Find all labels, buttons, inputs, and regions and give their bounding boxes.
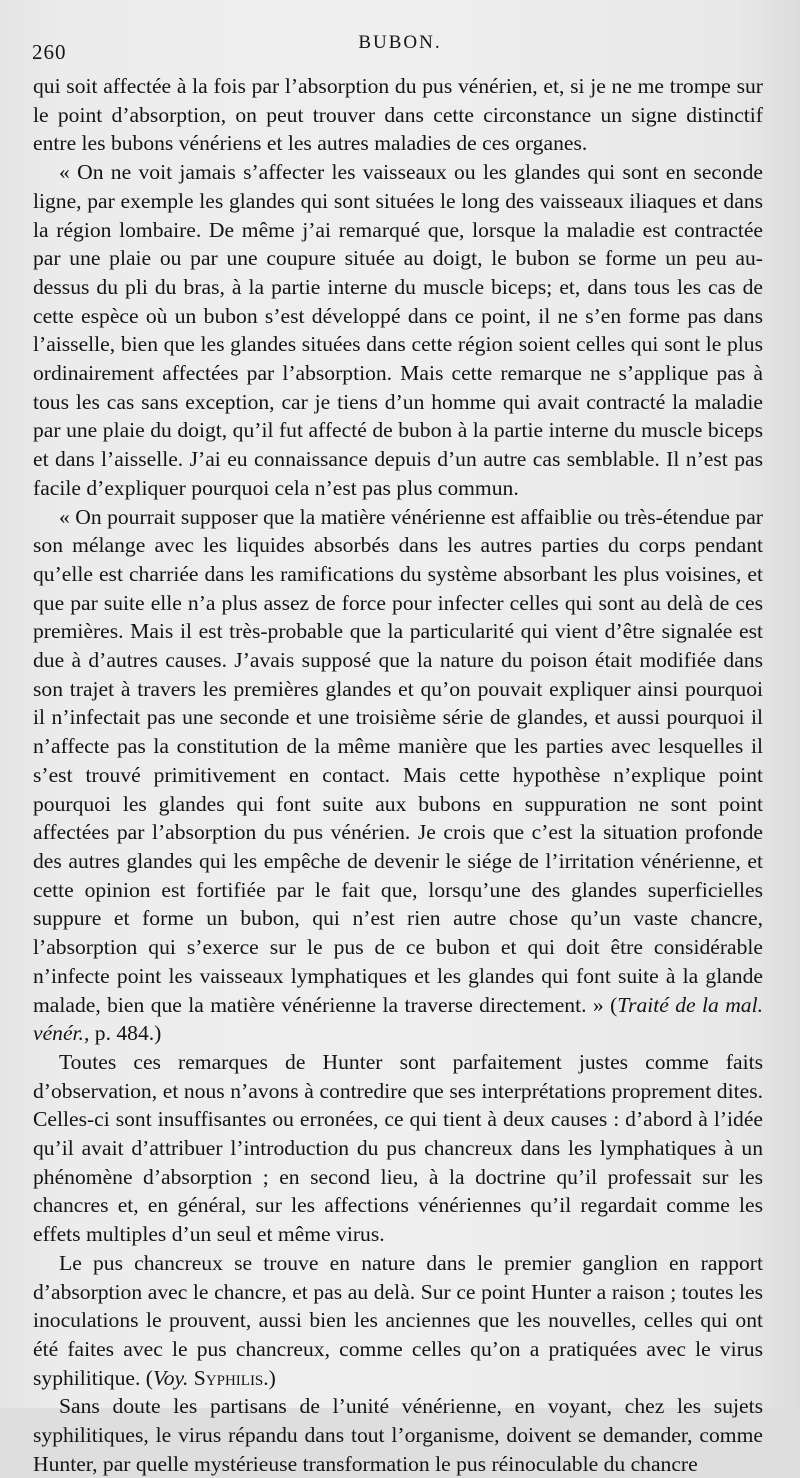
text-segment: « On ne voit jamais s’affecter les vaisseaux ou les glandes qui sont en seconde ligne, par exemple les glandes qui sont situées le long des vaisseaux iliaques et dans la région lombaire. De même j’ai remarqué que, lorsque la maladie est contractée par une plaie ou par une coupure située au doigt, le bubon se forme un peu au-dessus du pli du bras, à la partie interne du muscle biceps; et, dans tous les cas de cette espèce où un bubon s’est développé dans ce point, il ne s’en forme pas dans l’aisselle, bien que les glandes situées dans cette région soient celles qui sont le plus ordinairement affectées par l’absorption. Mais cette remarque ne s’applique pas à tous les cas sans exception, car je tiens d’un homme qui avait contracté la maladie par une plaie du doigt, qu’il fut affecté de bubon à la partie interne du muscle biceps et dans l’aisselle. J’ai eu connaissance depuis d’un autre cas semblable. Il n’est pas facile d’expliquer pourquoi cela n’est pas plus commun. (33, 160, 763, 500)
text-segment: Sans doute les partisans de l’unité vénérienne, en voyant, chez les sujets syphilitiques, le virus répandu dans tout l’organisme, doivent se demander, comme Hunter, par quelle mystérieuse transformation le pus réinoculable du chancre (33, 1394, 763, 1476)
paragraph (33, 1048, 763, 1249)
page-number: 260 (32, 40, 67, 64)
small-caps-text: Syphilis (193, 1365, 264, 1390)
text-segment: qui soit affectée à la fois par l’absorption du pus vénérien, et, si je ne me trompe sur le point d’absorption, on peut trouver dans cette circonstance un signe distinctif entre les bubons vénériens et les autres maladies de ces organes. (33, 74, 763, 156)
paragraph (33, 72, 763, 158)
paragraph (33, 1249, 763, 1393)
body-text (33, 72, 763, 1478)
italic-text: Voy. (152, 1365, 189, 1390)
text-segment: « On pourrait supposer que la matière vénérienne est affaiblie ou très-étendue par son mélange avec les liquides absorbés dans les autres parties du corps pendant qu’elle est charriée dans les ramifications du système absorbant les plus voisines, et que par suite elle n’a plus assez de force pour infecter celles qui sont au delà de ces premières. Mais il est très-probable que la particularité qui vient d’être signalée est due à d’autres causes. J’avais supposé que la nature du poison était modifiée dans son trajet à travers les premières glandes et qu’on pouvait expliquer ainsi pourquoi il n’infectait pas une seconde et une troisième série de glandes, et aussi pourquoi il n’affecte pas la constitution de la même manière que les parties avec lesquelles il s’est trouvé primitivement en contact. Mais cette hypothèse n’explique point pourquoi les glandes qui font suite aux bubons en suppuration ne sont point affectées par l’absorption du pus vénérien. Je crois que c’est la situation profonde des autres glandes qui les empêche de devenir le siége de l’irritation vénérienne, et cette opinion est fortifiée par le fait que, lorsqu’une des glandes superficielles suppure et forme un bubon, qui n’est rien autre chose qu’un vaste chancre, l’absorption qui s’exerce sur le pus de ce bubon et qui doit être considérable n’infecte point les vaisseaux lymphatiques et les glandes qui font suite à la glande malade, bien que la matière vénérienne la traverse directement. » ( (33, 504, 763, 1017)
paragraph (33, 503, 763, 1048)
text-segment: , p. 484.) (83, 1021, 162, 1046)
italic-text: Traité de la mal. vénér. (33, 992, 764, 1046)
paragraph (33, 158, 763, 502)
text-segment: Toutes ces remarques de Hunter sont parfaitement justes comme faits d’observation, et nous n’avons à contredire que ses interprétations proprement dites. Celles-ci sont insuffisantes ou erronées, ce qui tient à deux causes : d’abord à l’idée qu’il avait d’attribuer l’introduction du pus chancreux dans les lymphatiques à un phénomène d’absorption ; en second lieu, à la doctrine qu’il professait sur les chancres et, en général, sur les affections vénériennes qu’il regardait comme les effets multiples d’un seul et même virus. (33, 1049, 763, 1247)
paragraph (33, 1392, 763, 1478)
text-segment: Le pus chancreux se trouve en nature dans le premier ganglion en rapport d’absorption avec le chancre, et pas au delà. Sur ce point Hunter a raison ; toutes les inoculations le prouvent, aussi bien les anciennes que les nouvelles, celles qui ont été faites avec le pus chancreux, comme celles qu’on a pratiquées avec le virus syphilitique. ( (33, 1250, 763, 1390)
text-segment: .) (263, 1365, 276, 1390)
page-header (30, 30, 770, 62)
running-head: BUBON. (358, 32, 442, 53)
